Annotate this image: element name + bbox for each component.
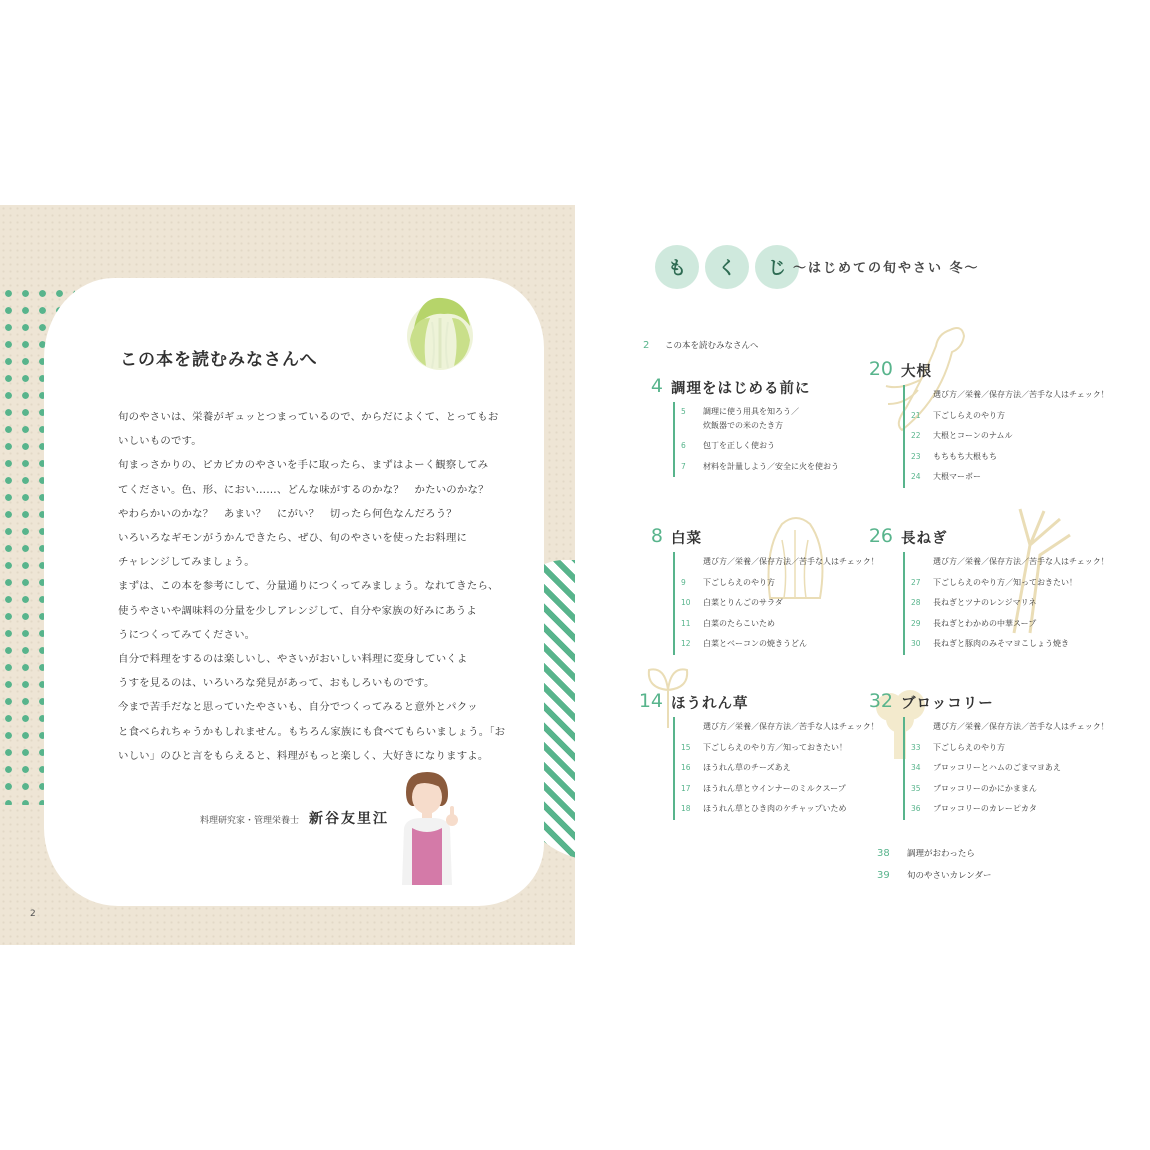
toc-item-label: 選び方／栄養／保存方法／苦手な人はチェック！	[933, 557, 1109, 566]
toc-item[interactable]	[681, 593, 879, 614]
toc-item-label: 長ねぎとわかめの中華スープ	[933, 618, 1037, 628]
toc-item[interactable]	[911, 779, 1109, 800]
toc-section[interactable]	[865, 520, 1109, 655]
section-page: 32	[868, 690, 893, 712]
toc-item-label: ブロッコリーのかにかままん	[933, 783, 1037, 793]
toc-item[interactable]	[911, 467, 1109, 488]
toc-item-label: ほうれん草とウインナーのミルクスープ	[703, 783, 846, 793]
toc-item-label: 調理に使う用具を知ろう／ 炊飯器での米のたき方	[703, 407, 799, 430]
letter-paragraph: 今まで苦手だなと思っていたやさいも、自分でつくってみると意外とパクッ と食べられちゃうかもしれません。もちろん家族にも食べてもらいましょう。「お いしい」のひと言をもらえると、料理がもっと楽しく、大好きになりますよ。	[118, 701, 506, 762]
toc-item[interactable]	[681, 552, 879, 573]
toc-section[interactable]	[635, 520, 879, 655]
toc-item-page: 7	[681, 461, 686, 471]
chef-illustration	[392, 770, 462, 885]
section-page: 8	[650, 525, 663, 547]
toc-item-page: 21	[911, 410, 921, 420]
toc-item-label: 選び方／栄養／保存方法／苦手な人はチェック！	[933, 722, 1109, 731]
section-title: 長ねぎ	[901, 530, 948, 547]
toc-item-label: 長ねぎと豚肉のみそマヨこしょう焼き	[933, 639, 1069, 648]
toc-item-label: 材料を計量しよう／安全に火を使おう	[703, 461, 839, 471]
toc-item-label: 長ねぎとツナのレンジマリネ	[933, 598, 1037, 607]
toc-item[interactable]	[911, 385, 1109, 406]
toc-item-label: 下ごしらえのやり方／知っておきたい！	[933, 577, 1077, 587]
toc-item[interactable]	[911, 758, 1109, 779]
toc-item-page: 33	[911, 742, 921, 752]
toc-item-label: 大根マーボー	[933, 472, 981, 481]
toc-item-label: 下ごしらえのやり方／知っておきたい！	[703, 742, 847, 752]
toc-item-page: 15	[681, 742, 691, 752]
right-page	[575, 205, 1150, 945]
toc-item[interactable]	[911, 634, 1109, 655]
toc-item-label: 選び方／栄養／保存方法／苦手な人はチェック！	[703, 722, 879, 731]
toc-item-label: ブロッコリーとハムのごまマヨあえ	[933, 763, 1061, 772]
toc-item-page: 35	[911, 783, 921, 793]
toc-item[interactable]	[681, 634, 879, 655]
section-title: ほうれん草	[671, 695, 749, 712]
section-page: 4	[650, 375, 663, 397]
toc-section[interactable]	[635, 370, 839, 477]
left-page	[0, 205, 575, 945]
toc-section[interactable]	[865, 353, 1109, 488]
toc-item-label: ブロッコリーのカレーピカタ	[933, 804, 1037, 813]
cabbage-illustration	[400, 288, 480, 373]
book-spread	[0, 205, 1150, 945]
letter-title: この本を読むみなさんへ	[120, 350, 318, 370]
toc-item-page: 6	[681, 441, 686, 450]
section-title: 調理をはじめる前に	[671, 380, 811, 397]
section-title: 白菜	[671, 530, 702, 547]
toc-item[interactable]	[911, 447, 1109, 468]
section-title: ブロッコリー	[901, 695, 994, 712]
toc-item-label: ほうれん草とひき肉のケチャップいため	[703, 804, 847, 813]
toc-item-label: 選び方／栄養／保存方法／苦手な人はチェック！	[933, 390, 1109, 399]
toc-subtitle: 〜はじめての旬やさい 冬〜	[793, 261, 980, 276]
toc-item-label: 選び方／栄養／保存方法／苦手な人はチェック！	[703, 557, 879, 566]
toc-section[interactable]	[635, 685, 879, 820]
toc-heading-char: も	[655, 245, 699, 289]
toc-item[interactable]	[681, 614, 879, 635]
toc-end-label: 旬のやさいカレンダー	[907, 871, 992, 881]
toc-item-page: 27	[911, 577, 921, 587]
toc-item[interactable]	[911, 614, 1109, 635]
toc-item-page: 18	[681, 804, 691, 813]
toc-item[interactable]	[681, 573, 879, 594]
toc-item[interactable]	[681, 402, 839, 436]
toc-item[interactable]	[681, 717, 879, 738]
toc-item-page: 16	[681, 763, 691, 772]
toc-intro-label: この本を読むみなさんへ	[665, 341, 759, 351]
toc-item-label: 白菜とベーコンの焼きうどん	[703, 639, 807, 648]
toc-item-page: 9	[681, 577, 686, 587]
toc-item-label: 白菜のたらこいため	[703, 618, 775, 628]
toc-item-page: 30	[911, 639, 921, 648]
toc-section[interactable]	[865, 685, 1109, 820]
toc-heading-char: く	[705, 245, 749, 289]
toc-end-page: 38	[877, 848, 890, 859]
toc-page-number: 2	[643, 340, 650, 351]
toc-item-page: 5	[681, 407, 686, 416]
toc-item-label: 下ごしらえのやり方	[933, 410, 1005, 420]
toc-item-page: 24	[911, 472, 921, 481]
toc-item[interactable]	[911, 738, 1109, 759]
section-title: 大根	[901, 363, 932, 380]
signature-name: 新谷友里江	[309, 811, 390, 827]
page-number: 2	[30, 909, 36, 919]
toc-item-page: 34	[911, 763, 921, 772]
toc-item[interactable]	[911, 406, 1109, 427]
toc-item-label: 包丁を正しく使おう	[703, 441, 775, 450]
toc-heading-char: じ	[755, 245, 799, 289]
toc-item[interactable]	[911, 426, 1109, 447]
section-page: 26	[868, 525, 893, 547]
letter-paragraph: 自分で料理をするのは楽しいし、やさいがおいしい料理に変身していくよ うすを見るのは、いろいろな発見があって、おもしろいものです。	[118, 653, 468, 690]
toc-item-label: もちもち大根もち	[933, 451, 997, 461]
toc-item[interactable]	[911, 799, 1109, 820]
toc-item-label: 下ごしらえのやり方	[703, 577, 775, 587]
toc-item-page: 29	[911, 618, 921, 628]
toc-end-page: 39	[877, 870, 890, 881]
letter-paragraph: 旬のやさいは、栄養がギュッとつまっているので、からだによくて、とってもお いしいものです。	[118, 411, 499, 448]
toc-item[interactable]	[681, 738, 879, 759]
toc-item[interactable]	[681, 457, 839, 478]
toc-item-label: 大根とコーンのナムル	[933, 431, 1013, 440]
toc-item[interactable]	[681, 436, 839, 457]
toc-item[interactable]	[911, 717, 1109, 738]
toc-item-page: 10	[681, 598, 691, 607]
toc-item-page: 22	[911, 431, 921, 440]
toc-item[interactable]	[681, 779, 879, 800]
toc-item-label: 白菜とりんごのサラダ	[703, 598, 783, 607]
toc-item-page: 11	[681, 618, 691, 628]
toc-item-page: 12	[681, 639, 691, 648]
letter-body	[118, 405, 506, 768]
section-page: 14	[638, 690, 663, 712]
toc-item-page: 23	[911, 451, 921, 461]
toc-item-label: ほうれん草のチーズあえ	[703, 763, 791, 772]
toc-item-page: 17	[681, 783, 691, 793]
toc-item-page: 28	[911, 598, 921, 607]
signature-role: 料理研究家・管理栄養士	[200, 816, 300, 826]
toc-item[interactable]	[911, 552, 1109, 573]
toc-item[interactable]	[911, 593, 1109, 614]
toc-item-page: 36	[911, 804, 921, 813]
toc-item[interactable]	[681, 758, 879, 779]
toc-intro[interactable]	[643, 339, 758, 351]
toc-end-item[interactable]	[877, 865, 991, 887]
signature	[200, 808, 389, 828]
toc-end-list	[877, 843, 991, 887]
toc-end-label: 調理がおわったら	[907, 849, 975, 859]
letter-paragraph: いろいろなギモンがうかんできたら、ぜひ、旬のやさいを使ったお料理に チャレンジしてみましょう。	[118, 532, 468, 569]
toc-item[interactable]	[911, 573, 1109, 594]
section-page: 20	[868, 358, 893, 380]
toc-end-item[interactable]	[877, 843, 991, 865]
letter-paragraph: まずは、この本を参考にして、分量通りにつくってみましょう。なれてきたら、 使うやさいや調味料の分量を少しアレンジして、自分や家族の好みにあうよ うにつくってみてください。	[118, 580, 499, 641]
letter-paragraph: 旬まっさかりの、ピカピカのやさいを手に取ったら、まずはよーく観察してみ てください。色、形、におい……、どんな味がするのかな？ やわらかいのかな？ あまい？ にがい？ 切ったら何色なんだろう？	[118, 459, 489, 520]
toc-item[interactable]	[681, 799, 879, 820]
toc-item-label: 下ごしらえのやり方	[933, 742, 1005, 752]
